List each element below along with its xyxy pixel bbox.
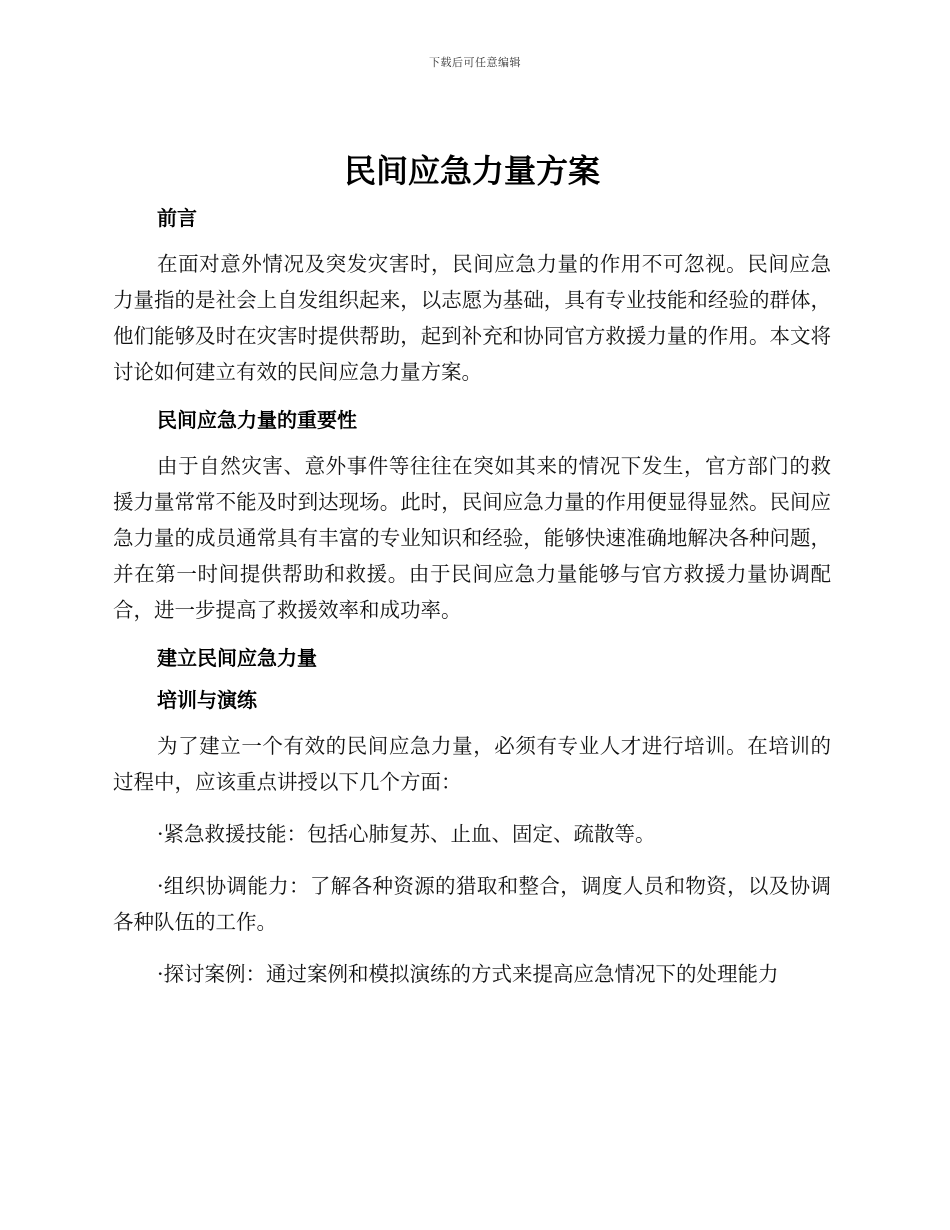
bullet-item-coordination <box>113 868 831 940</box>
bullet-text: 探讨案例：通过案例和模拟演练的方式来提高应急情况下的处理能力 <box>163 962 779 986</box>
bullet-item-rescue-skills <box>113 816 831 852</box>
section-heading-build: 建立民间应急力量 <box>157 646 317 670</box>
paragraph-importance: 由于自然灾害、意外事件等往往在突如其来的情况下发生，官方部门的救援力量常常不能及时到达现场。此时，民间应急力量的作用便显得显然。民间应急力量的成员通常具有丰富的专业知识和经验，能够快速准确地解决各种问题，并在第一时间提供帮助和救援。由于民间应急力量能够与官方救援力量协调配合，进一步提高了救援效率和成功率。 <box>113 454 831 622</box>
section-heading-preface: 前言 <box>157 206 197 230</box>
bullet-text: 紧急救援技能：包括心肺复苏、止血、固定、疏散等。 <box>163 822 656 846</box>
bullet-marker: · <box>157 962 164 986</box>
page-header-note: 下载后可任意编辑 <box>429 56 521 69</box>
section-heading-importance: 民间应急力量的重要性 <box>157 408 357 432</box>
bullet-marker: · <box>157 874 164 898</box>
bullet-marker: · <box>157 822 164 846</box>
bullet-item-case-study <box>113 956 831 992</box>
document-body <box>113 146 831 1008</box>
bullet-text: 组织协调能力：了解各种资源的猎取和整合，调度人员和物资，以及协调各种队伍的工作。 <box>113 874 831 934</box>
paragraph-training: 为了建立一个有效的民间应急力量，必须有专业人才进行培训。在培训的过程中，应该重点讲授以下几个方面： <box>113 734 831 794</box>
paragraph-preface: 在面对意外情况及突发灾害时，民间应急力量的作用不可忽视。民间应急力量指的是社会上自发组织起来，以志愿为基础，具有专业技能和经验的群体，他们能够及时在灾害时提供帮助，起到补充和协同官方救援力量的作用。本文将讨论如何建立有效的民间应急力量方案。 <box>113 252 831 384</box>
document-title: 民间应急力量方案 <box>343 152 600 190</box>
subsection-heading-training: 培训与演练 <box>157 688 257 712</box>
